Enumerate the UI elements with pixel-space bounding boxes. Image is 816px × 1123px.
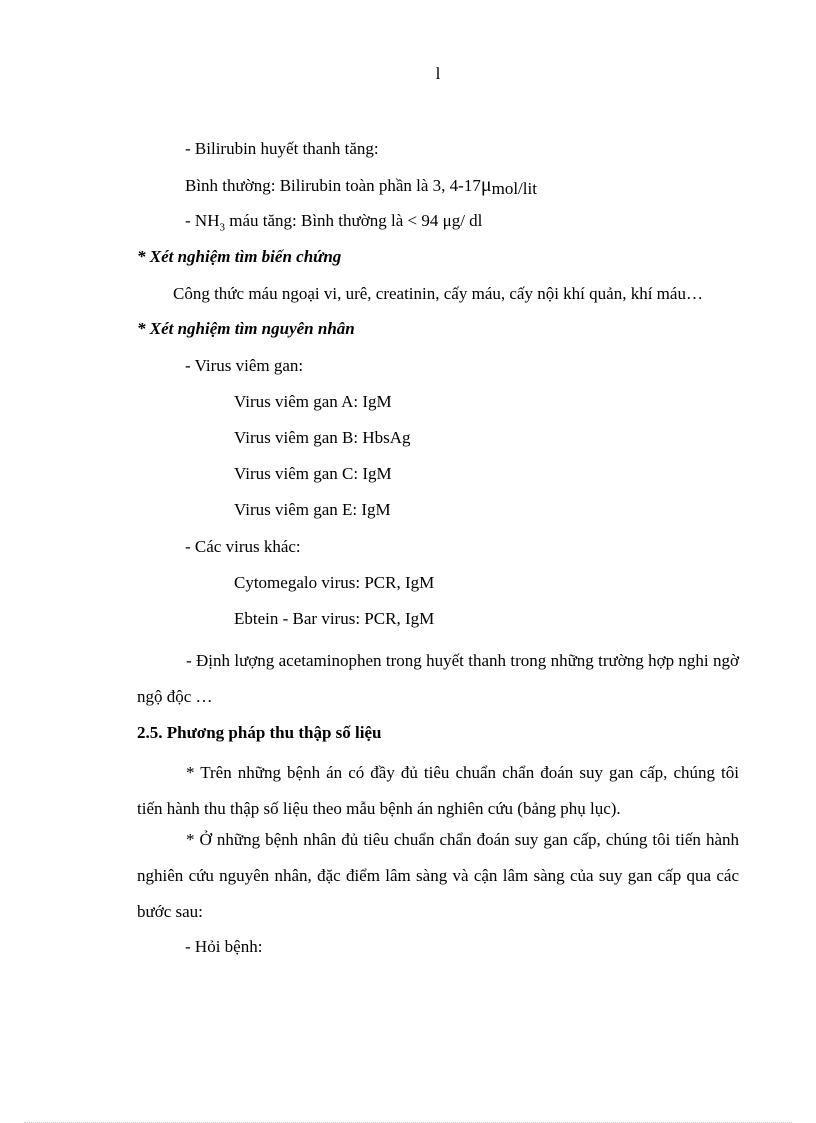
hepatitis-item: Virus viêm gan C: IgM [234,464,392,483]
causes-heading: * Xét nghiệm tìm nguyên nhân [137,319,355,338]
other-virus-label: - Các virus khác: [185,537,301,556]
history-label: - Hỏi bệnh: [185,937,263,956]
other-virus-item: Cytomegalo virus: PCR, IgM [234,573,435,592]
page-number: l [435,64,441,83]
bilirubin-normal-text: Bình thường: Bilirubin toàn phần là 3, 4-17 [185,176,481,195]
hepatitis-item: Virus viêm gan B: HbsAg [234,428,411,447]
nh3-line [185,210,482,238]
complications-text: Công thức máu ngoại vi, urê, creatinin, cấy máu, cấy nội khí quản, khí máu… [173,284,703,303]
mu-symbol: μ [480,174,492,196]
acetaminophen-paragraph: - Định lượng acetaminophen trong huyết thanh trong những trường hợp nghi ngờ ngộ độc … [137,651,739,706]
nh3-prefix: - NH [185,211,220,230]
hepatitis-item: Virus viêm gan A: IgM [234,392,392,411]
bilirubin-unit: mol/lit [491,179,537,198]
other-virus-item: Ebtein - Bar virus: PCR, IgM [234,609,435,628]
complications-heading: * Xét nghiệm tìm biến chứng [137,247,342,266]
collection-paragraph-1: * Trên những bệnh án có đầy đủ tiêu chuẩn chẩn đoán suy gan cấp, chúng tôi tiến hành thu thập số liệu theo mẫu bệnh án nghiên cứu (bảng phụ lục). [137,763,739,818]
collection-paragraph-2: * Ở những bệnh nhân đủ tiêu chuẩn chẩn đoán suy gan cấp, chúng tôi tiến hành nghiên cứu nguyên nhân, đặc điểm lâm sàng và cận lâm sàng của suy gan cấp qua các bước sau: [137,830,739,921]
hepatitis-item: Virus viêm gan E: IgM [234,500,391,519]
hepatitis-label: - Virus viêm gan: [185,356,304,375]
bilirubin-line: - Bilirubin huyết thanh tăng: [185,139,379,158]
nh3-subscript: 3 [219,221,225,234]
nh3-text: máu tăng: Bình thường là < 94 μg/ dl [224,211,483,230]
section-heading-2-5: 2.5. Phương pháp thu thập số liệu [137,723,382,742]
bilirubin-normal-line [185,174,537,197]
